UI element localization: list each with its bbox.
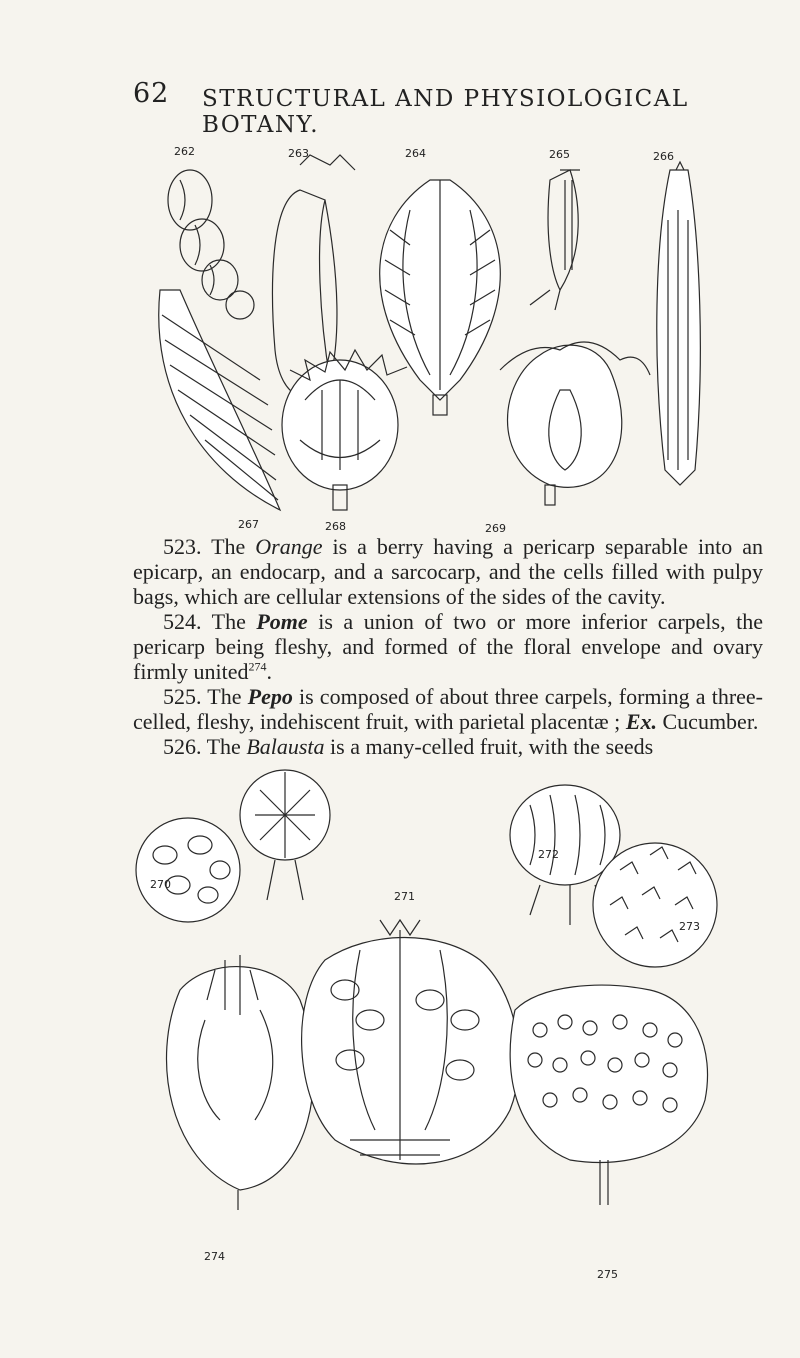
- bottom-figure-plate: [130, 760, 730, 1340]
- fig-label-268: 268: [325, 520, 346, 533]
- fig-label-269: 269: [485, 522, 506, 535]
- para-body: is a union of two or more inferior carpels, the pericarp being fleshy, and formed of the floral envelope and ovary firmly united: [133, 609, 763, 684]
- para-number: 524.: [163, 609, 202, 634]
- figure-reference: 274: [248, 659, 267, 674]
- fig-273-spiky-fruit: [593, 843, 717, 967]
- fig-268-round-fruit: [282, 350, 407, 510]
- page-number: 62: [133, 78, 170, 109]
- fig-275-seed-section: [510, 985, 707, 1205]
- para-lead: The: [201, 734, 247, 759]
- top-figure-drawing: [140, 140, 720, 520]
- para-lead: The: [201, 684, 248, 709]
- fig-label-265: 265: [549, 148, 570, 161]
- paragraph-523: [133, 534, 763, 609]
- fig-label-262: 262: [174, 145, 195, 158]
- fig-266-tall-pod: [657, 162, 701, 485]
- fig-265-slender-fruit: [530, 170, 580, 310]
- fig-270-cross-section: [136, 818, 240, 922]
- para-lead: The: [201, 534, 256, 559]
- fig-label-271: 271: [394, 890, 415, 903]
- para-term: Pepo: [247, 684, 293, 709]
- para-term: Orange: [255, 534, 323, 559]
- fig-267-spiral-pod: [159, 290, 280, 510]
- para-term: Balausta: [246, 734, 325, 759]
- fig-274-pome-section: [167, 955, 314, 1210]
- fig-label-270: 270: [150, 878, 171, 891]
- text-block: [133, 534, 763, 759]
- fig-label-266: 266: [653, 150, 674, 163]
- example-abbrev: Ex.: [625, 709, 657, 734]
- paragraph-526: [133, 734, 763, 759]
- fig-label-275: 275: [597, 1268, 618, 1281]
- para-term: Pome: [256, 609, 308, 634]
- fig-269-pear-fruit: [500, 342, 650, 505]
- fig-label-274: 274: [204, 1250, 225, 1263]
- para-body: is composed of about three carpels, forming a three-celled, fleshy, indehiscent fruit, with parietal placentæ ;: [133, 684, 763, 734]
- fig-label-267: 267: [238, 518, 259, 531]
- fig-264-bursting-fruit: [380, 180, 501, 415]
- paragraph-525: [133, 684, 763, 734]
- para-number: 523.: [163, 534, 202, 559]
- top-figure-plate: [140, 140, 720, 535]
- para-tail: Cucumber.: [657, 709, 759, 734]
- fig-label-272: 272: [538, 848, 559, 861]
- para-number: 526.: [163, 734, 202, 759]
- fig-label-263: 263: [288, 147, 309, 160]
- para-lead: The: [201, 609, 257, 634]
- para-body: is a berry having a pericarp separable into an epicarp, an endocarp, and a sarcocarp, and the cells filled with pulpy bags, which are cellular extensions of the sides of the cavity.: [133, 534, 763, 609]
- fig-label-273: 273: [679, 920, 700, 933]
- para-body: is a many-celled fruit, with the seeds: [324, 734, 654, 759]
- fig-label-264: 264: [405, 147, 426, 160]
- fig-271-balausta-section: [302, 920, 519, 1164]
- fig-bulb-fruit: [240, 770, 330, 900]
- paragraph-524: [133, 609, 763, 684]
- running-head: STRUCTURAL AND PHYSIOLOGICAL BOTANY.: [202, 86, 689, 138]
- para-tail: .: [266, 659, 272, 684]
- para-number: 525.: [163, 684, 202, 709]
- bottom-figure-drawing: [130, 760, 730, 1320]
